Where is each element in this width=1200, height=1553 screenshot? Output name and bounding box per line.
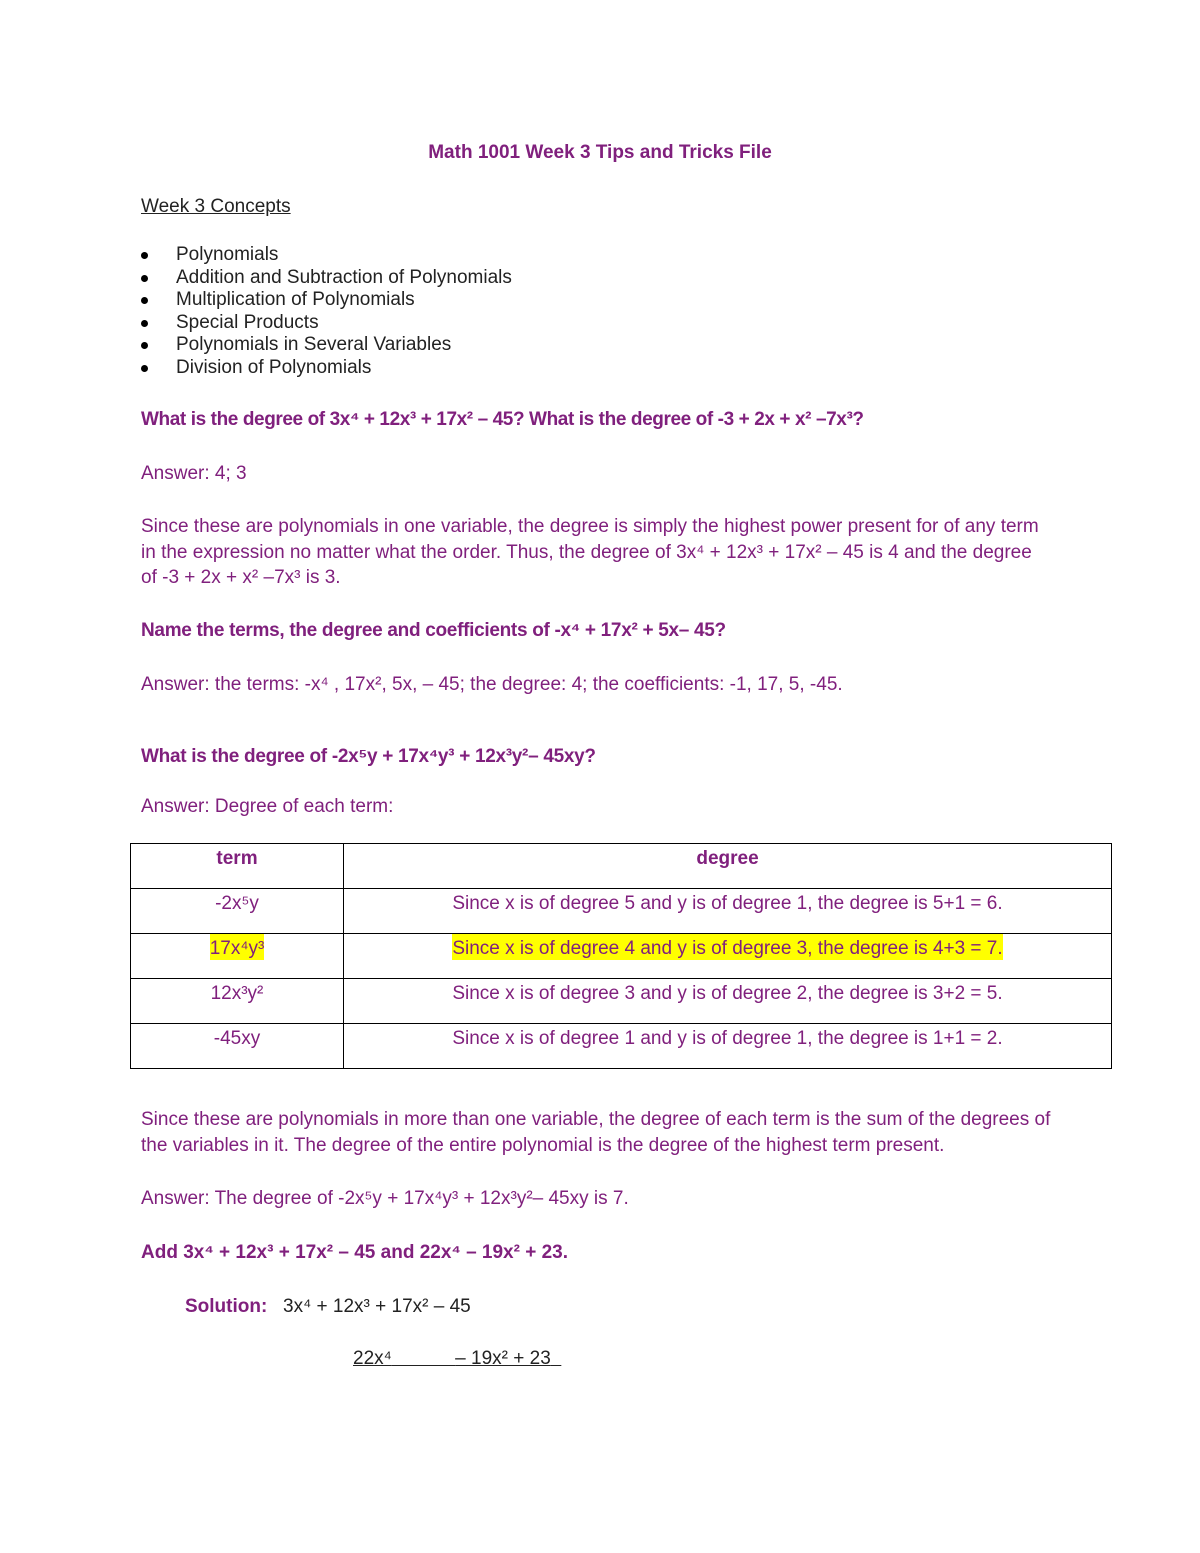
degree-cell: Since x is of degree 5 and y is of degree 1, the degree is 5+1 = 6. <box>344 889 1112 934</box>
term-cell: 17x⁴y³ <box>131 934 344 979</box>
term-cell: -45xy <box>131 1024 344 1069</box>
solution-line-1: 3x⁴ + 12x³ + 17x² – 45 <box>283 1296 471 1317</box>
answer-3: Answer: The degree of -2x⁵y + 17x⁴y³ + 12x³y²– 45xy is 7. <box>141 1188 629 1209</box>
explanation-1: Since these are polynomials in one variable, the degree is simply the highest power present for of any term in the expression no matter what the order. Thus, the degree of 3x⁴ + 12x³ + 17x² – 45 is 4 and the degree of -3 + 2x + x² –7x³ is 3. <box>141 516 1039 588</box>
page-title: Math 1001 Week 3 Tips and Tricks File <box>428 142 772 163</box>
answer-2: Answer: the terms: -x⁴ , 17x², 5x, – 45; the degree: 4; the coefficients: -1, 17, 5, -45. <box>141 674 843 695</box>
concept-item: Special Products <box>140 312 512 335</box>
degree-table <box>130 843 1112 1069</box>
table-row <box>131 1024 1112 1069</box>
solution-line-2-term: 22x⁴ <box>353 1348 392 1369</box>
column-header-degree: degree <box>344 844 1112 889</box>
solution-line-2-rest: – 19x² + 23 <box>455 1348 551 1369</box>
column-header-term: term <box>131 844 344 889</box>
concept-item: Polynomials in Several Variables <box>140 334 512 357</box>
table-row <box>131 889 1112 934</box>
concepts-list <box>140 244 512 380</box>
question-2: Name the terms, the degree and coefficients of -x⁴ + 17x² + 5x– 45? <box>141 620 726 641</box>
term-cell: 12x³y² <box>131 979 344 1024</box>
concept-item: Addition and Subtraction of Polynomials <box>140 267 512 290</box>
concept-item: Multiplication of Polynomials <box>140 289 512 312</box>
explanation-3: Since these are polynomials in more than one variable, the degree of each term is the sum of the degrees of the variables in it. The degree of the entire polynomial is the degree of the highest term present. <box>141 1109 1051 1156</box>
solution-label: Solution: <box>185 1296 268 1317</box>
solution-line-2 <box>353 1348 561 1370</box>
concepts-heading: Week 3 Concepts <box>141 196 291 217</box>
term-cell: -2x⁵y <box>131 889 344 934</box>
degree-cell: Since x is of degree 4 and y is of degree 3, the degree is 4+3 = 7. <box>344 934 1112 979</box>
table-row-highlighted <box>131 934 1112 979</box>
question-1: What is the degree of 3x⁴ + 12x³ + 17x² – 45? What is the degree of -3 + 2x + x² –7x³? <box>141 409 864 430</box>
question-3: What is the degree of -2x⁵y + 17x⁴y³ + 12x³y²– 45xy? <box>141 746 596 767</box>
question-4: Add 3x⁴ + 12x³ + 17x² – 45 and 22x⁴ – 19x² + 23. <box>141 1242 569 1263</box>
degree-cell: Since x is of degree 1 and y is of degree 1, the degree is 1+1 = 2. <box>344 1024 1112 1069</box>
answer-3-intro: Answer: Degree of each term: <box>141 796 394 817</box>
degree-cell: Since x is of degree 3 and y is of degree 2, the degree is 3+2 = 5. <box>344 979 1112 1024</box>
table-row <box>131 979 1112 1024</box>
answer-1: Answer: 4; 3 <box>141 463 247 484</box>
concept-item: Division of Polynomials <box>140 357 512 380</box>
concept-item: Polynomials <box>140 244 512 267</box>
table-header-row <box>131 844 1112 889</box>
